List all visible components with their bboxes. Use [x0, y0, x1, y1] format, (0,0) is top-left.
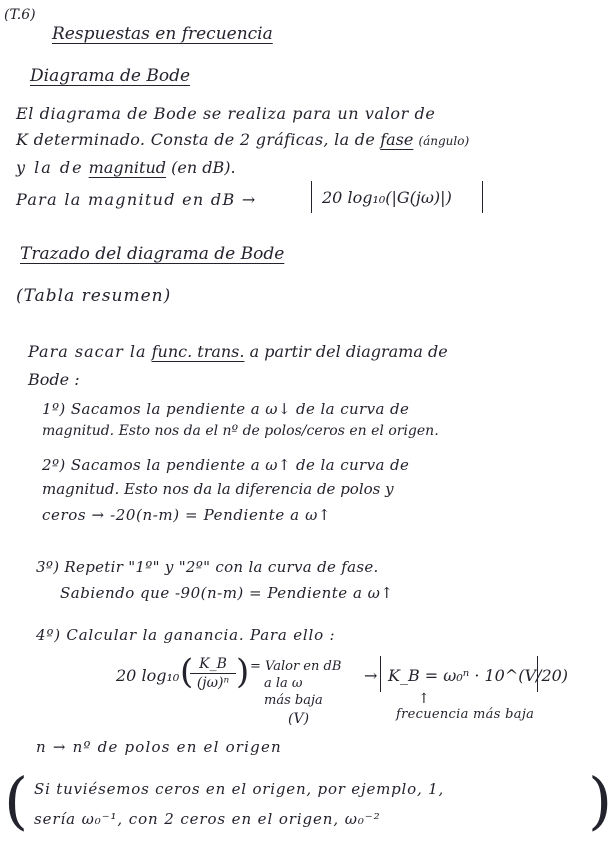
text-line-magnitud [16, 160, 236, 176]
formula-gain: K_B = ω₀ⁿ · 10^(V/20) [388, 666, 569, 685]
text-fragment-fase: fase [380, 130, 414, 149]
page-tag: (T.6) [4, 7, 36, 23]
step-2-line-1: 2º) Sacamos la pendiente a ω↑ de la curva de [42, 456, 410, 474]
step-2-line-2: magnitud. Esto nos da la diferencia de polos y [42, 480, 394, 498]
text-line-k [16, 132, 469, 148]
step-4-eq-3: más baja [264, 693, 323, 708]
text-fragment: a partir del diagrama de [249, 342, 448, 361]
arrow-right-icon: → [364, 666, 378, 685]
arrow-up-icon: ↑ [418, 691, 430, 707]
step-3-line-2: Sabiendo que -90(n-m) = Pendiente a ω↑ [60, 584, 394, 602]
formula-magnitude: 20 log₁₀(|G(jω)|) [322, 188, 452, 207]
step-1-line-2: magnitud. Esto nos da el nº de polos/ceros en el origen. [42, 423, 439, 439]
step-4-eq-1: = Valor en dB [250, 659, 342, 674]
text-line: Bode : [28, 370, 80, 389]
text-fragment: y la de [16, 158, 84, 177]
paren-big-open: ( [4, 764, 29, 837]
step-1-line-1: 1º) Sacamos la pendiente a ω↓ de la curva de [42, 400, 410, 418]
step-3-line-1: 3º) Repetir "1º" y "2º" con la curva de fase. [36, 558, 379, 576]
page-title: Respuestas en frecuencia [52, 24, 273, 44]
step-2-line-3: ceros → -20(n-m) = Pendiente a ω↑ [42, 506, 332, 524]
fraction-numerator: K_B [199, 656, 227, 672]
paren-big-close: ) [588, 764, 613, 837]
text-line: El diagrama de Bode se realiza para un valor de [16, 104, 436, 123]
text-fragment-magnitud: magnitud [88, 158, 167, 177]
text-fragment: K determinado. Consta de 2 gráficas, la de [16, 130, 376, 149]
n-definition: n → nº de polos en el origen [36, 738, 282, 756]
section-heading-bode: Diagrama de Bode [30, 66, 191, 86]
step-4-note: frecuencia más baja [396, 707, 535, 722]
section-heading-trazado: Trazado del diagrama de Bode [20, 244, 285, 264]
paren-open: ( [180, 652, 194, 692]
step-4-eq-4: (V) [288, 711, 310, 727]
section-subheading: (Tabla resumen) [16, 286, 172, 306]
text-fragment-angulo: (ángulo) [418, 134, 470, 148]
text-line-intro [28, 344, 448, 360]
text-line-dB: Para la magnitud en dB → [16, 190, 257, 209]
step-4-eq-2: a la ω [264, 676, 303, 691]
paren-close: ) [236, 652, 250, 692]
fraction-line [190, 673, 236, 674]
fraction-denominator: (jω)ⁿ [196, 675, 230, 691]
text-fragment: (en dB). [171, 158, 236, 177]
text-fragment: Para sacar la [28, 342, 147, 361]
note-line-1: Si tuviésemos ceros en el origen, por ejemplo, 1, [34, 780, 445, 798]
text-fragment-functrans: func. trans. [151, 342, 245, 361]
note-line-2: sería ω₀⁻¹, con 2 ceros en el origen, ω₀⁻² [34, 810, 381, 828]
step-4-line-1: 4º) Calcular la ganancia. Para ello : [36, 626, 336, 644]
step-4-fraction [190, 656, 236, 691]
step-4-log: 20 log₁₀ [116, 666, 180, 685]
